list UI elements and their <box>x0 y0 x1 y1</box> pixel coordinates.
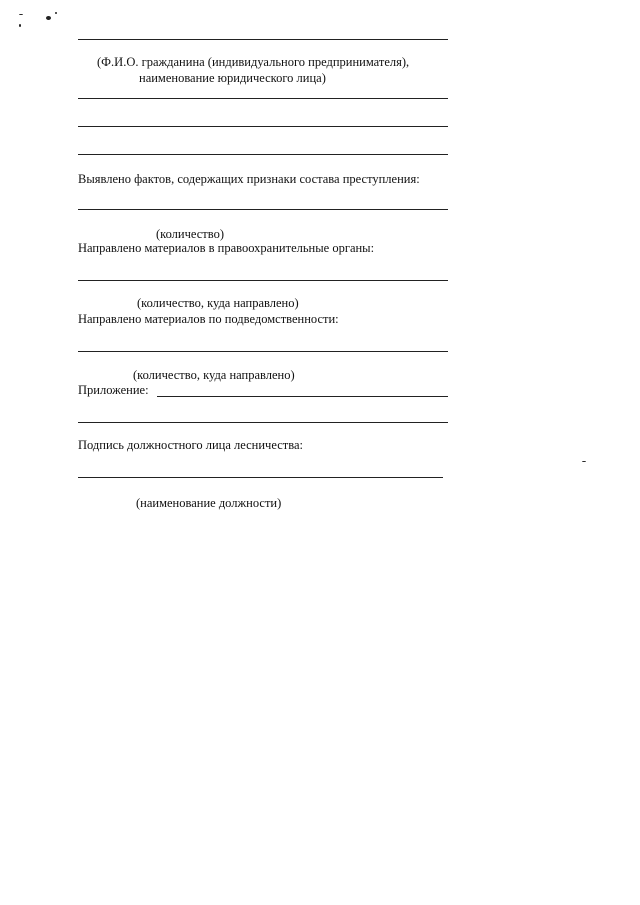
attachment-line-2[interactable] <box>78 422 448 423</box>
scan-speck <box>19 24 21 27</box>
law-enforcement-caption: (количество, куда направлено) <box>137 296 299 310</box>
jurisdiction-caption: (количество, куда направлено) <box>133 368 295 382</box>
law-enforcement-line[interactable] <box>78 280 448 281</box>
citizen-name-caption-line2: наименование юридического лица) <box>139 71 326 85</box>
signature-label: Подпись должностного лица лесничества: <box>78 438 303 452</box>
signature-line[interactable] <box>78 477 443 478</box>
scan-speck <box>55 12 57 14</box>
attachment-line[interactable] <box>157 396 448 397</box>
crime-facts-label: Выявлено фактов, содержащих признаки состава преступления: <box>78 172 420 186</box>
law-enforcement-label: Направлено материалов в правоохранительные органы: <box>78 241 375 255</box>
citizen-name-line[interactable] <box>78 39 448 40</box>
crime-facts-line[interactable] <box>78 209 448 210</box>
attachment-label: Приложение: <box>78 383 149 397</box>
jurisdiction-label: Направлено материалов по подведомственности: <box>78 312 339 326</box>
crime-facts-caption: (количество) <box>156 227 224 241</box>
blank-line-2[interactable] <box>78 126 448 127</box>
citizen-name-caption-line1: (Ф.И.О. гражданина (индивидуального предпринимателя), <box>97 55 410 69</box>
signature-caption: (наименование должности) <box>136 496 282 510</box>
scan-speck <box>46 16 51 20</box>
blank-line-1[interactable] <box>78 98 448 99</box>
blank-line-3[interactable] <box>78 154 448 155</box>
scan-speck <box>582 461 586 462</box>
jurisdiction-line[interactable] <box>78 351 448 352</box>
scan-speck <box>19 14 23 15</box>
